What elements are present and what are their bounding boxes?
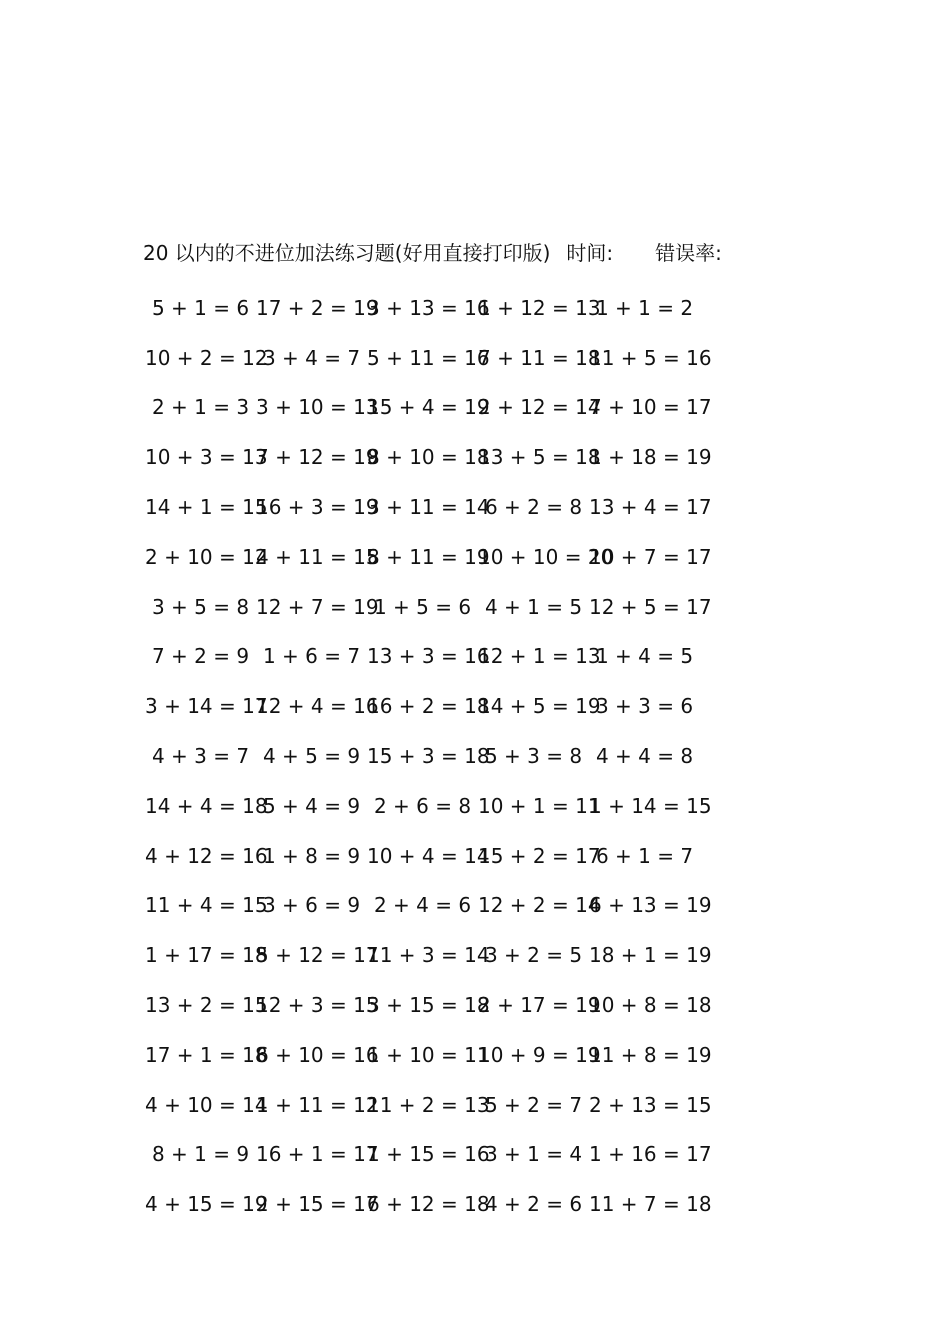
problem-row	[145, 333, 715, 383]
problem-item: 13 + 3 = 16	[367, 644, 490, 669]
problem-item: 3 + 15 = 18	[367, 993, 490, 1018]
problem-item: 8 + 1 = 9	[151, 1142, 250, 1167]
problem-item: 15 + 3 = 18	[367, 744, 490, 769]
problem-item: 13 + 5 = 18	[478, 445, 601, 470]
problem-item: 1 + 15 = 16	[367, 1142, 490, 1167]
problem-item: 5 + 3 = 8	[484, 744, 583, 769]
problem-item: 15 + 2 = 17	[478, 843, 601, 868]
problem-item: 18 + 1 = 19	[589, 943, 712, 968]
problem-item: 4 + 11 = 15	[256, 544, 379, 569]
problem-row	[145, 283, 715, 333]
problem-item: 4 + 1 = 5	[484, 594, 583, 619]
problem-item: 1 + 1 = 2	[595, 295, 694, 320]
problem-item: 11 + 5 = 16	[589, 345, 712, 370]
problem-item: 11 + 7 = 18	[589, 1192, 712, 1217]
problem-item: 8 + 10 = 18	[367, 445, 490, 470]
problem-item: 7 + 12 = 19	[256, 445, 379, 470]
problem-item: 10 + 8 = 18	[589, 993, 712, 1018]
problem-item: 15 + 4 = 19	[367, 395, 490, 420]
problem-item: 4 + 3 = 7	[151, 744, 250, 769]
problem-item: 10 + 2 = 12	[145, 345, 268, 370]
problem-item: 1 + 8 = 9	[262, 843, 361, 868]
problem-item: 12 + 4 = 16	[256, 694, 379, 719]
problem-item: 1 + 12 = 13	[478, 295, 601, 320]
problem-item: 3 + 11 = 14	[367, 495, 490, 520]
problem-item: 4 + 5 = 9	[262, 744, 361, 769]
problem-item: 6 + 2 = 8	[484, 495, 583, 520]
problem-row	[145, 632, 715, 682]
problem-item: 12 + 1 = 13	[478, 644, 601, 669]
problem-item: 1 + 14 = 15	[589, 793, 712, 818]
problem-row	[145, 1179, 715, 1229]
problem-row	[145, 930, 715, 980]
problem-item: 17 + 1 = 18	[145, 1042, 268, 1067]
problem-item: 5 + 2 = 7	[484, 1092, 583, 1117]
problem-item: 16 + 1 = 17	[256, 1142, 379, 1167]
problem-row	[145, 1130, 715, 1180]
problem-item: 7 + 10 = 17	[589, 395, 712, 420]
problem-item: 3 + 5 = 8	[151, 594, 250, 619]
problem-item: 10 + 3 = 13	[145, 445, 268, 470]
problem-item: 7 + 11 = 18	[478, 345, 601, 370]
problem-item: 13 + 4 = 17	[589, 495, 712, 520]
problem-item: 17 + 2 = 19	[256, 295, 379, 320]
problem-row	[145, 1030, 715, 1080]
problem-item: 4 + 15 = 19	[145, 1192, 268, 1217]
problem-item: 1 + 6 = 7	[262, 644, 361, 669]
problem-row	[145, 980, 715, 1030]
error-rate-label: 错误率:	[655, 240, 722, 265]
problem-item: 1 + 10 = 11	[367, 1042, 490, 1067]
problem-row	[145, 731, 715, 781]
problem-item: 10 + 1 = 11	[478, 793, 601, 818]
problem-item: 2 + 17 = 19	[478, 993, 601, 1018]
problem-item: 6 + 10 = 16	[256, 1042, 379, 1067]
worksheet-header	[143, 236, 722, 266]
problem-item: 10 + 9 = 19	[478, 1042, 601, 1067]
problem-item: 14 + 1 = 15	[145, 495, 268, 520]
problem-item: 3 + 2 = 5	[484, 943, 583, 968]
problem-item: 11 + 3 = 14	[367, 943, 490, 968]
problem-row	[145, 383, 715, 433]
problem-item: 4 + 10 = 14	[145, 1092, 268, 1117]
worksheet-title: 20 以内的不进位加法练习题(好用直接打印版)	[143, 240, 551, 265]
problem-item: 1 + 4 = 5	[595, 644, 694, 669]
problem-item: 3 + 14 = 17	[145, 694, 268, 719]
problem-item: 11 + 8 = 19	[589, 1042, 712, 1067]
problem-grid	[145, 283, 715, 1229]
problem-item: 5 + 4 = 9	[262, 793, 361, 818]
problem-item: 4 + 4 = 8	[595, 744, 694, 769]
problem-item: 12 + 7 = 19	[256, 594, 379, 619]
problem-item: 6 + 13 = 19	[589, 893, 712, 918]
problem-item: 1 + 18 = 19	[589, 445, 712, 470]
problem-row	[145, 1080, 715, 1130]
problem-item: 3 + 6 = 9	[262, 893, 361, 918]
time-label: 时间:	[566, 240, 614, 265]
problem-item: 11 + 4 = 15	[145, 893, 268, 918]
problem-item: 6 + 12 = 18	[367, 1192, 490, 1217]
problem-item: 3 + 4 = 7	[262, 345, 361, 370]
problem-item: 10 + 10 = 20	[478, 544, 614, 569]
problem-item: 4 + 12 = 16	[145, 843, 268, 868]
problem-item: 1 + 16 = 17	[589, 1142, 712, 1167]
problem-item: 12 + 3 = 15	[256, 993, 379, 1018]
problem-item: 1 + 17 = 18	[145, 943, 268, 968]
problem-row	[145, 881, 715, 931]
problem-row	[145, 482, 715, 532]
problem-item: 5 + 11 = 16	[367, 345, 490, 370]
problem-item: 10 + 4 = 14	[367, 843, 490, 868]
problem-item: 1 + 5 = 6	[373, 594, 472, 619]
problem-row	[145, 681, 715, 731]
problem-item: 2 + 13 = 15	[589, 1092, 712, 1117]
problem-item: 2 + 15 = 17	[256, 1192, 379, 1217]
problem-row	[145, 582, 715, 632]
problem-item: 2 + 10 = 12	[145, 544, 268, 569]
problem-item: 5 + 1 = 6	[151, 295, 250, 320]
problem-item: 2 + 4 = 6	[373, 893, 472, 918]
problem-item: 8 + 11 = 19	[367, 544, 490, 569]
problem-item: 13 + 2 = 15	[145, 993, 268, 1018]
problem-item: 3 + 10 = 13	[256, 395, 379, 420]
problem-item: 11 + 2 = 13	[367, 1092, 490, 1117]
problem-row	[145, 781, 715, 831]
problem-item: 5 + 12 = 17	[256, 943, 379, 968]
problem-item: 6 + 1 = 7	[595, 843, 694, 868]
problem-item: 1 + 11 = 12	[256, 1092, 379, 1117]
problem-item: 2 + 6 = 8	[373, 793, 472, 818]
problem-item: 4 + 2 = 6	[484, 1192, 583, 1217]
problem-item: 12 + 5 = 17	[589, 594, 712, 619]
problem-item: 2 + 12 = 14	[478, 395, 601, 420]
problem-item: 2 + 1 = 3	[151, 395, 250, 420]
problem-item: 16 + 2 = 18	[367, 694, 490, 719]
problem-row	[145, 432, 715, 482]
problem-item: 16 + 3 = 19	[256, 495, 379, 520]
problem-row	[145, 831, 715, 881]
problem-item: 3 + 3 = 6	[595, 694, 694, 719]
problem-item: 14 + 5 = 19	[478, 694, 601, 719]
problem-item: 12 + 2 = 14	[478, 893, 601, 918]
problem-row	[145, 532, 715, 582]
problem-item: 3 + 13 = 16	[367, 295, 490, 320]
problem-item: 14 + 4 = 18	[145, 793, 268, 818]
problem-item: 10 + 7 = 17	[589, 544, 712, 569]
problem-item: 7 + 2 = 9	[151, 644, 250, 669]
problem-item: 3 + 1 = 4	[484, 1142, 583, 1167]
